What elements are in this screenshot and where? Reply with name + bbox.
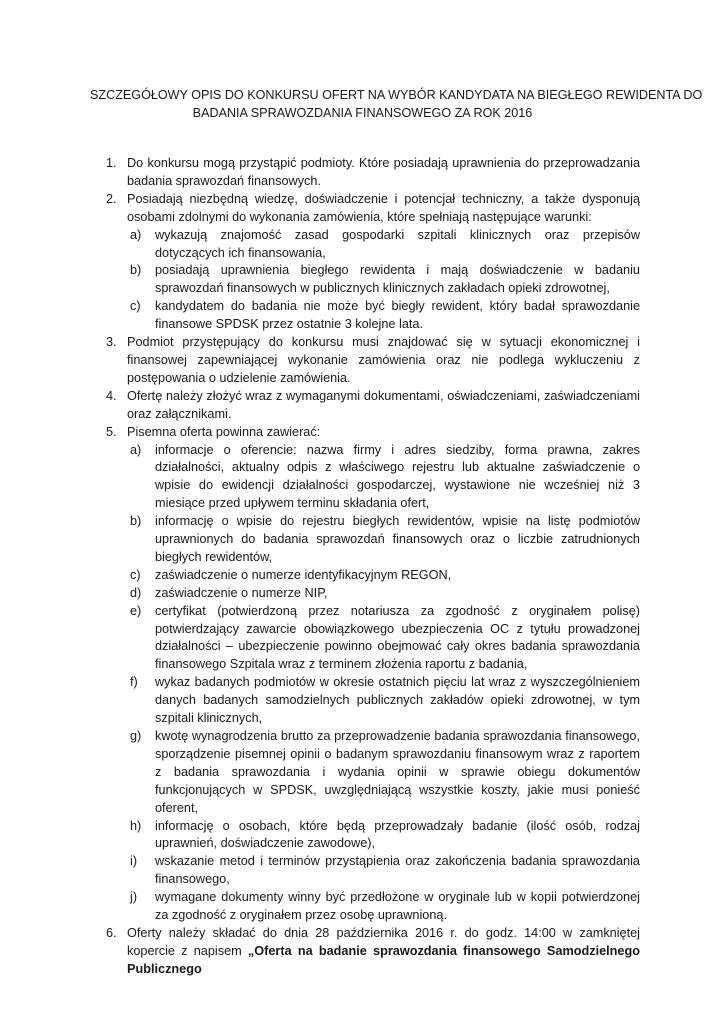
sub-item-text: informację o osobach, które będą przeprowadzały badanie (ilość osób, rodzaj uprawnień, doświadczenie zawodowe), xyxy=(155,818,640,851)
sub-item-text: wykaz badanych podmiotów w okresie ostatnich pięciu lat wraz z wyszczególnieniem danych badanych samodzielnych publicznych zakładów opieki zdrowotnej, w tym szpitali klinicznych, xyxy=(155,675,640,726)
sub-item-2b xyxy=(0,262,640,298)
sub-item-text: wykazują znajomość zasad gospodarki szpitali klinicznych oraz przepisów dotyczących ich finansowania, xyxy=(155,227,640,260)
sub-item-text: kwotę wynagrodzenia brutto za przeprowadzenie badania sprawozdania finansowego, sporządzenie pisemnej opinii o badanym sprawozdaniu finansowym wraz z raportem z badania sprawozdania i wydania opinii w sprawie obiegu dokumentów funkcjonujących w SPDSK, uwzględniającą wszystkie koszty, jakie musi ponieść oferent, xyxy=(155,729,640,815)
requirements-list xyxy=(0,155,724,979)
list-item-2 xyxy=(0,191,640,227)
sub-item-text: wskazanie metod i terminów przystąpienia oraz zakończenia badania sprawozdania finansowego, xyxy=(155,854,640,887)
sub-item-5c xyxy=(0,567,640,585)
list-item-6 xyxy=(0,925,640,979)
sub-item-2a xyxy=(0,227,640,263)
sub-item-letter: b) xyxy=(130,514,142,529)
list-item-text: Pisemna oferta powinna zawierać: xyxy=(127,424,321,439)
sub-item-letter: h) xyxy=(130,818,142,833)
sub-item-text: informacje o oferencie: nazwa firmy i adres siedziby, forma prawna, zakres działalności, aktualny odpis z właściwego rejestru lub aktualne zaświadczenie o wpisie do ewidencji działalności gospodarczej, wystawione nie wcześniej niż 3 miesiące przed upływem terminu składania ofert, xyxy=(155,442,640,511)
list-item-1 xyxy=(0,155,640,191)
list-item-5 xyxy=(0,424,640,442)
sub-item-5d xyxy=(0,585,640,603)
sub-item-letter: i) xyxy=(130,854,138,869)
list-item-number: 6. xyxy=(106,925,117,940)
sub-item-letter: c) xyxy=(130,299,141,314)
list-item-number: 4. xyxy=(106,388,117,403)
sub-item-5g xyxy=(0,728,640,818)
sub-item-text: zaświadczenie o numerze NIP, xyxy=(155,585,328,600)
sub-item-letter: g) xyxy=(130,729,142,743)
sub-item-5j xyxy=(0,889,640,925)
sub-item-5a xyxy=(0,442,640,514)
sub-item-text: zaświadczenie o numerze identyfikacyjnym REGON, xyxy=(155,567,452,582)
sub-item-letter: j) xyxy=(130,890,138,905)
sub-item-text: wymagane dokumenty winny być przedłożone w oryginale lub w kopii potwierdzonej za zgodność z oryginałem przez osobę uprawnioną. xyxy=(155,890,640,923)
list-item-number: 5. xyxy=(106,424,117,439)
list-item-number: 1. xyxy=(106,156,117,170)
list-item-text: Do konkursu mogą przystąpić podmioty. Które posiadają uprawnienia do przeprowadzania badania sprawozdań finansowych. xyxy=(127,156,640,188)
list-item-text: Ofertę należy złożyć wraz z wymaganymi dokumentami, oświadczeniami, zaświadczeniami oraz załącznikami. xyxy=(127,388,640,421)
list-item-bold-text: „Oferta na badanie sprawozdania finansowego Samodzielnego Publicznego xyxy=(127,943,640,976)
sub-item-letter: e) xyxy=(130,603,142,618)
sub-item-letter: f) xyxy=(130,675,138,690)
sub-item-letter: c) xyxy=(130,567,141,582)
sub-item-text: kandydatem do badania nie może być biegły rewident, który badał sprawozdanie finansowe SPDSK przez ostatnie 3 kolejne lata. xyxy=(155,299,640,332)
sub-item-text: informację o wpisie do rejestru biegłych rewidentów, wpisie na listę podmiotów uprawnionych do badania sprawozdań finansowych oraz o liczbie zatrudnionych biegłych rewidentów, xyxy=(155,514,640,564)
sub-item-5b xyxy=(0,513,640,567)
list-item-3 xyxy=(0,334,640,388)
document-title xyxy=(90,86,703,122)
sub-item-text: posiadają uprawnienia biegłego rewidenta i mają doświadczenie w badaniu sprawozdań finansowych w publicznych klinicznych zakładach opieki zdrowotnej, xyxy=(155,263,640,296)
list-item-number: 3. xyxy=(106,335,117,350)
sub-item-5i xyxy=(0,853,640,889)
sub-item-letter: a) xyxy=(130,442,142,457)
sub-item-5f xyxy=(0,674,640,728)
sub-item-letter: b) xyxy=(130,263,142,278)
list-item-text: Podmiot przystępujący do konkursu musi znajdować się w sytuacji ekonomicznej i finansowej zapewniającej wykonanie zamówienia oraz nie podlega wykluczeniu z postępowania o udzielenie zamówienia. xyxy=(127,335,640,385)
sub-item-2c xyxy=(0,298,640,334)
list-item-number: 2. xyxy=(106,191,117,206)
title-line-2: BADANIA SPRAWOZDANIA FINANSOWEGO ZA ROK 2016 xyxy=(192,106,533,120)
list-item-text: Posiadają niezbędną wiedzę, doświadczenie i potencjał techniczny, a także dysponują osobami zdolnymi do wykonania zamówienia, które spełniają następujące warunki: xyxy=(127,191,640,224)
sub-item-5e xyxy=(0,603,640,675)
sub-item-text: certyfikat (potwierdzoną przez notariusza za zgodność z oryginałem polisę) potwierdzający zawarcie obowiązkowego ubezpieczenia OC z tytułu prowadzonej działalności – ubezpieczenie powinno obejmować cały okres badania sprawozdania finansowego Szpitala wraz z terminem złożenia raportu z badania, xyxy=(155,603,640,672)
sub-item-letter: a) xyxy=(130,227,142,242)
title-line-1: SZCZEGÓŁOWY OPIS DO KONKURSU OFERT NA WYBÓR KANDYDATA NA BIEGŁEGO REWIDENTA DO xyxy=(90,88,703,102)
list-item-text: Oferty należy składać do dnia 28 października 2016 r. do godz. 14:00 w zamkniętej kopercie z napisem xyxy=(127,925,640,958)
list-item-4 xyxy=(0,388,640,424)
sub-item-5h xyxy=(0,818,640,854)
sub-item-letter: d) xyxy=(130,585,142,600)
